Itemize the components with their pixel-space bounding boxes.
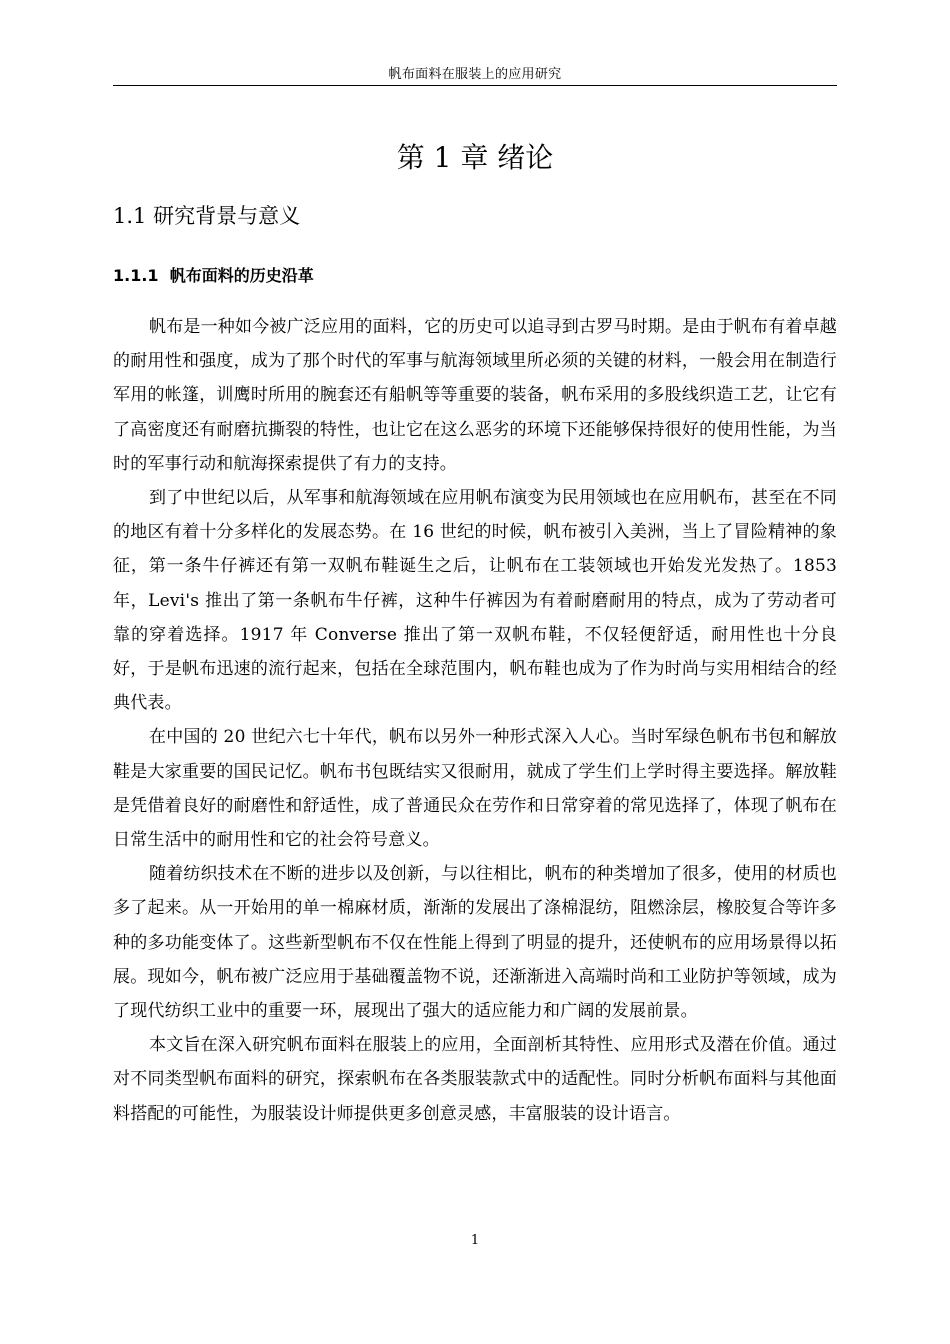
body-paragraph: 随着纺织技术在不断的进步以及创新，与以往相比，帆布的种类增加了很多，使用的材质也多了起来。从一开始用的单一棉麻材质，渐渐的发展出了涤棉混纺，阻燃涂层，橡胶复合等许多种的多功能变体了。这些新型帆布不仅在性能上得到了明显的提升，还使帆布的应用场景得以拓展。现如今，帆布被广泛应用于基础覆盖物不说，还渐渐进入高端时尚和工业防护等领域，成为了现代纺织工业中的重要一环，展现出了强大的适应能力和广阔的发展前景。	[113, 864, 837, 1022]
body-paragraph: 帆布是一种如今被广泛应用的面料，它的历史可以追寻到古罗马时期。是由于帆布有着卓越的耐用性和强度，成为了那个时代的军事与航海领域里所必须的关键的材料，一般会用在制造行军用的帐篷，训鹰时所用的腕套还有船帆等等重要的装备，帆布采用的多股线织造工艺，让它有了高密度还有耐磨抗撕裂的特性，也让它在这么恶劣的环境下还能够保持很好的使用性能，为当时的军事行动和航海探索提供了有力的支持。	[113, 317, 837, 474]
running-header: 帆布面料在服装上的应用研究	[388, 67, 562, 82]
body-paragraph: 到了中世纪以后，从军事和航海领域在应用帆布演变为民用领域也在应用帆布，甚至在不同的地区有着十分多样化的发展态势。在 16 世纪的时候，帆布被引入美洲，当上了冒险精神的象征，第一条牛仔裤还有第一双帆布鞋诞生之后，让帆布在工装领域也开始发光发热了。1853 年，Levi's 推出了第一条帆布牛仔裤，这种牛仔裤因为有着耐磨耐用的特点，成为了劳动者可靠的穿着选择。1917 年 Converse 推出了第一双帆布鞋，不仅轻便舒适，耐用性也十分良好，于是帆布迅速的流行起来，包括在全球范围内，帆布鞋也成为了作为时尚与实用相结合的经典代表。	[113, 488, 837, 714]
body-text	[113, 310, 837, 1131]
body-paragraph: 在中国的 20 世纪六七十年代，帆布以另外一种形式深入人心。当时军绿色帆布书包和解放鞋是大家重要的国民记忆。帆布书包既结实又很耐用，就成了学生们上学时得主要选择。解放鞋是凭借着良好的耐磨性和舒适性，成了普通民众在劳作和日常穿着的常见选择了，体现了帆布在日常生活中的耐用性和它的社会符号意义。	[113, 727, 837, 851]
page-number: 1	[470, 1233, 480, 1248]
section-title: 1.1 研究背景与意义	[113, 204, 301, 228]
header-rule	[113, 85, 837, 86]
subsection-title: 1.1.1 帆布面料的历史沿革	[113, 266, 314, 285]
chapter-title: 第 1 章 绪论	[396, 141, 554, 174]
body-paragraph: 本文旨在深入研究帆布面料在服装上的应用，全面剖析其特性、应用形式及潜在价值。通过对不同类型帆布面料的研究，探索帆布在各类服装款式中的适配性。同时分析帆布面料与其他面料搭配的可能性，为服装设计师提供更多创意灵感，丰富服装的设计语言。	[113, 1035, 837, 1124]
